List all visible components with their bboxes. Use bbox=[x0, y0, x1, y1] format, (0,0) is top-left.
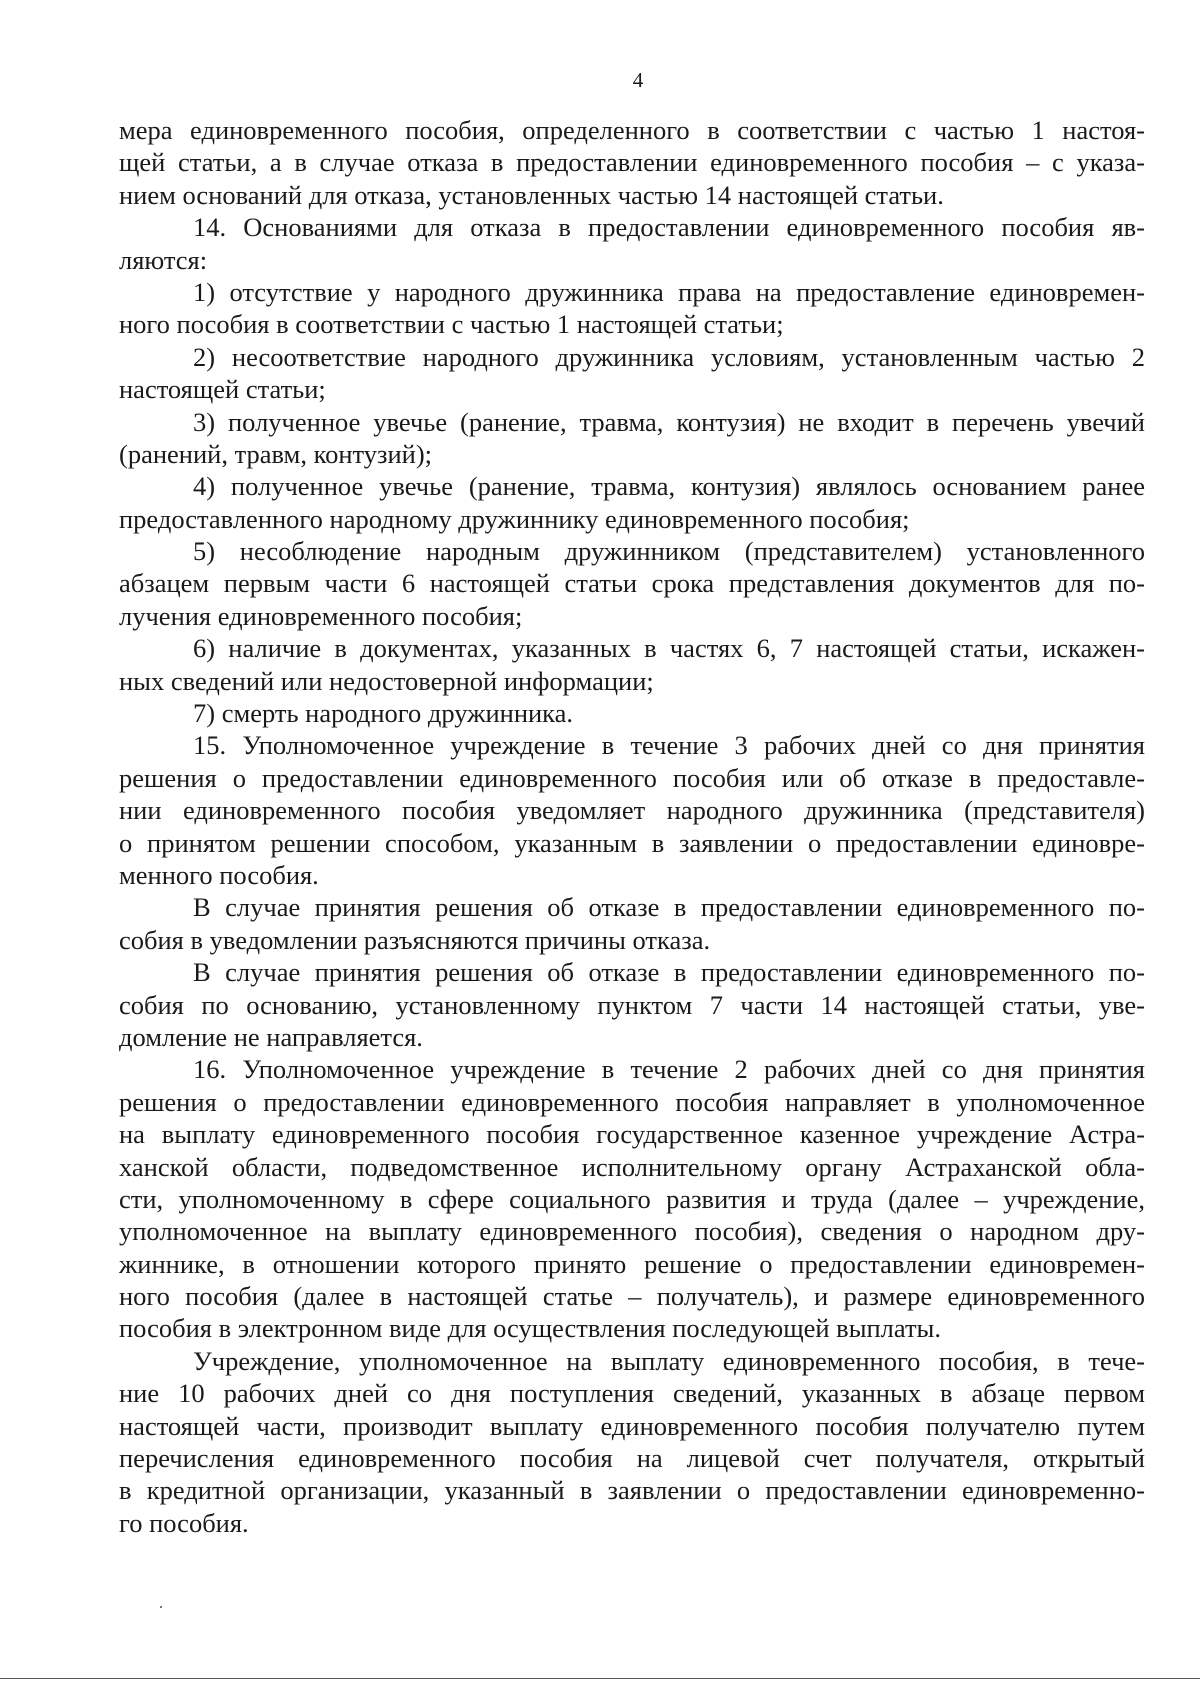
text-line: собия по основанию, установленному пунктом 7 части 14 настоящей статьи, уве- bbox=[119, 989, 1145, 1020]
text-line: абзацем первым части 6 настоящей статьи срока представления документов для по- bbox=[119, 568, 1145, 599]
text-line: В случае принятия решения об отказе в предоставлении единовременного по- bbox=[193, 892, 1145, 923]
text-line: уполномоченное на выплату единовременного пособия), сведения о народном дру- bbox=[119, 1216, 1145, 1247]
text-line: перечисления единовременного пособия на лицевой счет получателя, открытый bbox=[119, 1443, 1145, 1474]
text-line: жиннике, в отношении которого принято решение о предоставлении единовремен- bbox=[119, 1248, 1145, 1279]
text-line: ных сведений или недостоверной информации; bbox=[119, 665, 654, 696]
text-line: нии единовременного пособия уведомляет народного дружинника (представителя) bbox=[119, 795, 1145, 826]
text-line: 1) отсутствие у народного дружинника права на предоставление единовремен- bbox=[193, 276, 1145, 307]
footer-rule bbox=[0, 1678, 1200, 1679]
text-line: ного пособия (далее в настоящей статье – получатель), и размере единовременного bbox=[119, 1281, 1145, 1312]
text-line: собия в уведомлении разъясняются причины отказа. bbox=[119, 924, 711, 955]
text-line: 6) наличие в документах, указанных в частях 6, 7 настоящей статьи, искажен- bbox=[193, 633, 1145, 664]
text-line: менного пособия. bbox=[119, 859, 319, 890]
text-line: ханской области, подведомственное исполнительному органу Астраханской обла- bbox=[119, 1151, 1145, 1182]
text-line: сти, уполномоченному в сфере социального развития и труда (далее – учреждение, bbox=[119, 1183, 1145, 1214]
text-line: ние 10 рабочих дней со дня поступления сведений, указанных в абзаце первом bbox=[119, 1378, 1145, 1409]
document-body bbox=[119, 114, 1145, 1539]
text-line: 7) смерть народного дружинника. bbox=[193, 698, 574, 729]
text-line: ляются: bbox=[119, 244, 208, 275]
text-line: домление не направляется. bbox=[119, 1021, 423, 1052]
text-line: пособия в электронном виде для осуществления последующей выплаты. bbox=[119, 1313, 941, 1344]
text-line: ного пособия в соответствии с частью 1 настоящей статьи; bbox=[119, 309, 784, 340]
text-line: предоставленного народному дружиннику единовременного пособия; bbox=[119, 503, 910, 534]
text-line: го пособия. bbox=[119, 1507, 249, 1538]
text-line: 2) несоответствие народного дружинника условиям, установленным частью 2 bbox=[193, 341, 1145, 372]
text-line: о принятом решении способом, указанным в заявлении о предоставлении единовре- bbox=[119, 827, 1145, 858]
text-line: Учреждение, уполномоченное на выплату единовременного пособия, в тече- bbox=[193, 1345, 1145, 1376]
text-line: решения о предоставлении единовременного пособия направляет в уполномоченное bbox=[119, 1086, 1145, 1117]
text-line: 15. Уполномоченное учреждение в течение 3 рабочих дней со дня принятия bbox=[193, 730, 1145, 761]
text-line: мера единовременного пособия, определенного в соответствии с частью 1 настоя- bbox=[119, 115, 1145, 145]
text-line: 3) полученное увечье (ранение, травма, контузия) не входит в перечень увечий bbox=[193, 406, 1145, 437]
text-line: 4) полученное увечье (ранение, травма, контузия) являлось основанием ранее bbox=[193, 471, 1145, 502]
text-line: щей статьи, а в случае отказа в предоставлении единовременного пособия – с указа- bbox=[119, 147, 1145, 178]
text-line: настоящей статьи; bbox=[119, 374, 326, 405]
text-line: В случае принятия решения об отказе в предоставлении единовременного по- bbox=[193, 957, 1145, 988]
text-line: на выплату единовременного пособия государственное казенное учреждение Астра- bbox=[119, 1119, 1145, 1150]
text-line: 5) несоблюдение народным дружинником (представителем) установленного bbox=[193, 536, 1145, 567]
text-line: решения о предоставлении единовременного пособия или об отказе в предоставле- bbox=[119, 762, 1145, 793]
text-line: (ранений, травм, контузий); bbox=[119, 438, 433, 469]
scan-speck bbox=[160, 1606, 162, 1608]
text-line: 16. Уполномоченное учреждение в течение 2 рабочих дней со дня принятия bbox=[193, 1054, 1145, 1085]
text-line: настоящей части, производит выплату единовременного пособия получателю путем bbox=[119, 1410, 1145, 1441]
text-line: 14. Основаниями для отказа в предоставлении единовременного пособия яв- bbox=[193, 212, 1145, 243]
text-line: в кредитной организации, указанный в заявлении о предоставлении единовременно- bbox=[119, 1475, 1145, 1506]
text-line: нием оснований для отказа, установленных частью 14 настоящей статьи. bbox=[119, 179, 944, 210]
text-line: лучения единовременного пособия; bbox=[119, 600, 523, 631]
page-number: 4 bbox=[632, 68, 644, 92]
